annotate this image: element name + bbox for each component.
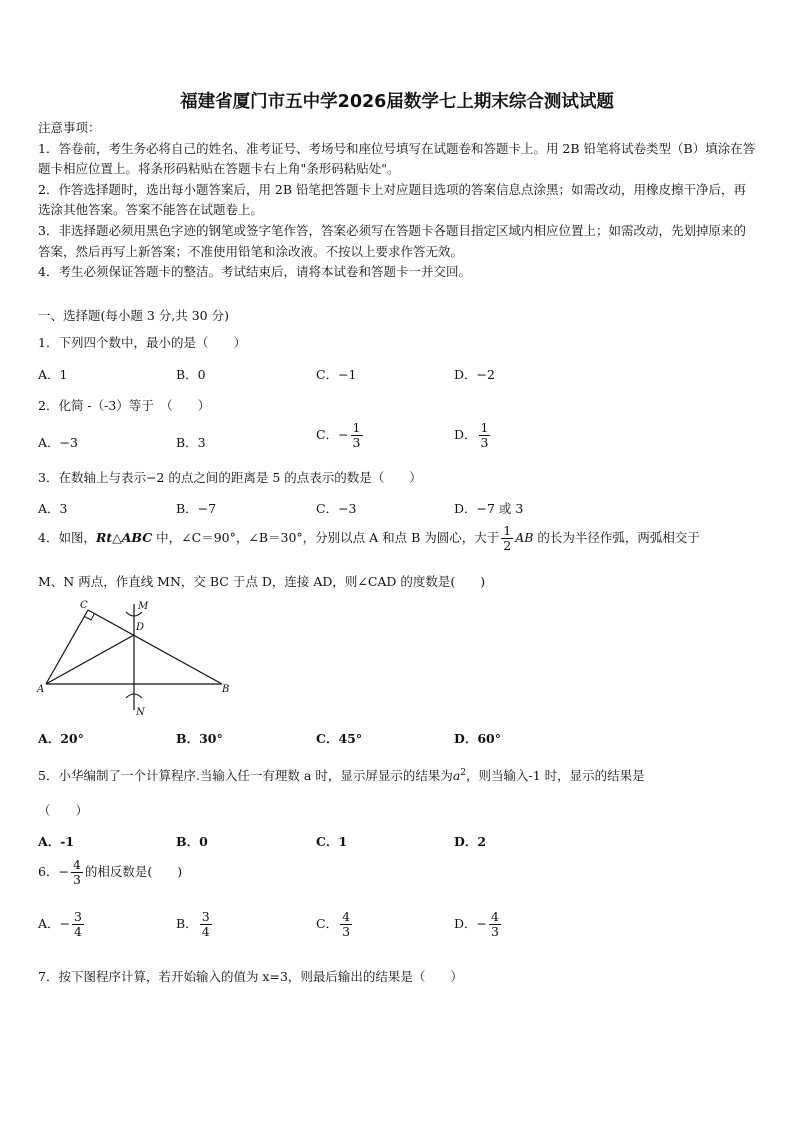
q1-option-d: D．−2 [454,367,495,382]
q4-option-b: B．30° [176,731,223,746]
q5-option-a: A．-1 [38,834,75,849]
q5-paren: （ ） [38,803,89,818]
fraction: $\frac{4}{3}$ [491,909,499,939]
q6-option-c: C． $\frac{4}{3}$ [316,909,351,939]
segment-ad [46,635,134,684]
notice-block [38,118,758,283]
label-a: A [37,684,45,695]
q5-option-d: D．2 [454,834,487,849]
notice-item-4: 4．考生必须保证答题卡的整洁。考试结束后，请将本试卷和答题卡一并交回。 [38,264,471,280]
fraction: $\frac{1}{2}$ [503,523,512,553]
page-title: 福建省厦门市五中学2026届数学七上期末综合测试试题 [180,92,614,112]
fraction: $\frac{4}{3}$ [72,857,81,887]
q4-stem-line1: 4．如图，Rt△ABC 中，∠C＝90°，∠B＝30°，分别以点 A 和点 B 为圆心，大于 $\frac{1}{2}$ AB 的长为半径作弧，两弧相交于 [38,523,700,553]
fraction: $\frac{4}{3}$ [342,909,351,939]
q1-option-b: B．0 [176,367,206,382]
notice-item-1: 1．答卷前，考生务必将自己的姓名、准考证号、考场号和座位号填写在试题卷和答题卡上。用 2B 铅笔将试卷类型（B）填涂在答题卡相应位置上。将条形码粘贴在答题卡右上角"条形码粘贴处"。 [38,140,756,177]
notice-item-3: 3．非选择题必须用黑色字迹的钢笔或签字笔作答，答案必须写在答题卡各题目指定区域内相应位置上；如需改动，先划掉原来的答案，然后再写上新答案；不准使用铅笔和涂改液。不按以上要求作答无效。 [38,222,746,259]
q4-stem-line2: M、N 两点，作直线 MN，交 BC 于点 D，连接 AD，则∠CAD 的度数是( ) [38,574,486,589]
q7-stem: 7．按下图程序计算，若开始输入的值为 x=3，则最后输出的结果是（ ） [38,969,463,984]
q3-option-b: B．−7 [176,501,217,516]
notice-item-2: 2．作答选择题时，选出每小题答案后，用 2B 铅笔把答题卡上对应题目选项的答案信息点涂黑；如需改动，用橡皮擦干净后，再选涂其他答案。答案不能答在试题卷上。 [38,181,747,218]
label-n: N [136,707,145,718]
side-cb [88,610,222,684]
label-d: D [136,622,145,633]
q5-stem: 5．小华编制了一个计算程序.当输入任一有理数 a 时，显示屏显示的结果为$a^2$，则当输入-1 时，显示的结果是 [38,767,645,783]
q6-option-a: A．− $\frac{3}{4}$ [38,909,82,939]
q6-stem: 6．− $\frac{4}{3}$ 的相反数是( ) [38,857,183,887]
q6-option-d: D．− $\frac{4}{3}$ [454,909,499,939]
q2-option-d: D． $\frac{1}{3}$ [454,420,489,450]
label-c: C [80,600,88,611]
label-b: B [222,684,230,695]
q3-stem: 3．在数轴上与表示−2 的点之间的距离是 5 的点表示的数是（ ） [38,470,422,485]
q2-option-b: B．3 [176,435,206,450]
q6-option-b: B． $\frac{3}{4}$ [176,909,210,939]
fraction: $\frac{3}{4}$ [74,909,82,939]
q3-option-c: C．−3 [316,501,357,516]
fraction: $\frac{1}{3}$ [352,420,361,450]
q3-option-d: D．−7 或 3 [454,501,524,516]
triangle-figure [36,598,236,718]
q5-option-b: B．0 [176,834,208,849]
q1-option-c: C．−1 [316,367,357,382]
label-m: M [138,601,149,612]
q2-option-a: A．−3 [38,435,78,450]
q4-option-a: A．20° [38,731,84,746]
q1-option-a: A．1 [38,367,68,382]
q3-option-a: A．3 [38,501,68,516]
fraction: $\frac{1}{3}$ [480,420,489,450]
q1-stem: 1．下列四个数中，最小的是（ ） [38,335,246,350]
q4-option-d: D．60° [454,731,501,746]
q4-option-c: C．45° [316,731,363,746]
fraction: $\frac{3}{4}$ [201,909,210,939]
section-heading: 一、选择题(每小题 3 分,共 30 分) [38,308,229,323]
q2-option-c: C．− $\frac{1}{3}$ [316,420,361,450]
q5-option-c: C．1 [316,834,348,849]
notice-heading: 注意事项： [38,120,101,135]
q2-stem: 2．化简 -（-3）等于 （ ） [38,398,211,413]
